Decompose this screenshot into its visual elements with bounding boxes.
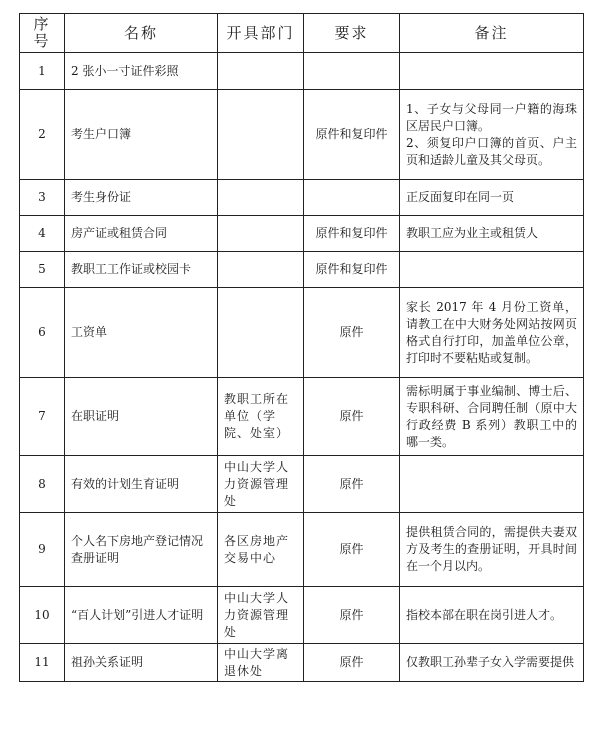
- row-dept: 中山大学离退休处: [218, 644, 304, 682]
- row-name: “百人计划”引进人才证明: [65, 587, 218, 644]
- row-note: 指校本部在职在岗引进人才。: [400, 587, 584, 644]
- row-note: [400, 456, 584, 513]
- row-req: [304, 180, 400, 216]
- row-dept: 教职工所在单位（学院、处室）: [218, 378, 304, 456]
- row-dept: 各区房地产交易中心: [218, 513, 304, 587]
- row-note: 家长 2017 年 4 月份工资单，请教工在中大财务处网站按网页格式自行打印，加盖单位公章，打印时不要粘贴或复制。: [400, 288, 584, 378]
- row-name: 在职证明: [65, 378, 218, 456]
- row-name: 个人名下房地产登记情况查册证明: [65, 513, 218, 587]
- header-no: 序号: [20, 14, 65, 53]
- row-no: 2: [20, 90, 65, 180]
- header-name: 名称: [65, 14, 218, 53]
- header-req: 要求: [304, 14, 400, 53]
- table-row: [20, 53, 584, 90]
- table-row: [20, 587, 584, 644]
- table-row: [20, 252, 584, 288]
- row-no: 11: [20, 644, 65, 682]
- row-dept: [218, 53, 304, 90]
- table-row: [20, 180, 584, 216]
- table-row: [20, 644, 584, 682]
- row-dept: [218, 288, 304, 378]
- row-name: 考生身份证: [65, 180, 218, 216]
- header-dept: 开具部门: [218, 14, 304, 53]
- row-name: 有效的计划生育证明: [65, 456, 218, 513]
- row-no: 3: [20, 180, 65, 216]
- row-dept: [218, 90, 304, 180]
- row-name: 教职工工作证或校园卡: [65, 252, 218, 288]
- header-note: 备注: [400, 14, 584, 53]
- table-row: [20, 90, 584, 180]
- row-note: 需标明属于事业编制、博士后、专职科研、合同聘任制（原中大行政经费 B 系列）教职工中的哪一类。: [400, 378, 584, 456]
- row-note: 正反面复印在同一页: [400, 180, 584, 216]
- row-req: 原件: [304, 378, 400, 456]
- row-no: 6: [20, 288, 65, 378]
- row-name: 工资单: [65, 288, 218, 378]
- row-req: 原件和复印件: [304, 90, 400, 180]
- row-dept: [218, 252, 304, 288]
- row-note: 1、子女与父母同一户籍的海珠区居民户口簿。 2、须复印户口簿的首页、户主页和适龄儿童及其父母页。: [400, 90, 584, 180]
- requirements-table: [19, 13, 584, 682]
- row-dept: 中山大学人力资源管理处: [218, 587, 304, 644]
- row-req: [304, 53, 400, 90]
- row-note: [400, 252, 584, 288]
- row-note: 仅教职工孙辈子女入学需要提供: [400, 644, 584, 682]
- table-row: [20, 378, 584, 456]
- row-no: 10: [20, 587, 65, 644]
- row-dept: [218, 180, 304, 216]
- row-no: 4: [20, 216, 65, 252]
- row-note: [400, 53, 584, 90]
- row-req: 原件: [304, 456, 400, 513]
- table-row: [20, 288, 584, 378]
- table-row: [20, 513, 584, 587]
- row-no: 5: [20, 252, 65, 288]
- row-req: 原件和复印件: [304, 252, 400, 288]
- row-req: 原件: [304, 288, 400, 378]
- row-dept: [218, 216, 304, 252]
- row-no: 8: [20, 456, 65, 513]
- row-note: 提供租赁合同的，需提供夫妻双方及考生的查册证明，开具时间在一个月以内。: [400, 513, 584, 587]
- table-row: [20, 456, 584, 513]
- row-dept: 中山大学人力资源管理处: [218, 456, 304, 513]
- row-name: 2 张小一寸证件彩照: [65, 53, 218, 90]
- row-req: 原件和复印件: [304, 216, 400, 252]
- row-note: 教职工应为业主或租赁人: [400, 216, 584, 252]
- row-req: 原件: [304, 587, 400, 644]
- row-no: 9: [20, 513, 65, 587]
- row-name: 祖孙关系证明: [65, 644, 218, 682]
- table-row: [20, 216, 584, 252]
- row-no: 1: [20, 53, 65, 90]
- header-row: [20, 14, 584, 53]
- row-name: 房产证或租赁合同: [65, 216, 218, 252]
- row-no: 7: [20, 378, 65, 456]
- row-req: 原件: [304, 644, 400, 682]
- row-name: 考生户口簿: [65, 90, 218, 180]
- row-req: 原件: [304, 513, 400, 587]
